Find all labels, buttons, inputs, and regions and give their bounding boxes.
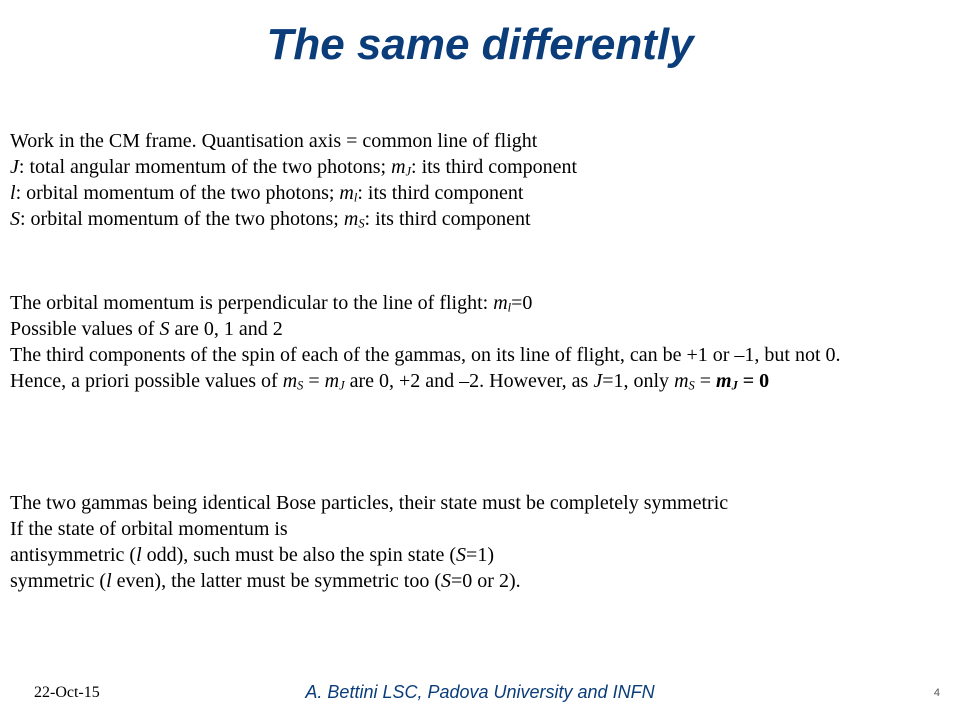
text-line: The two gammas being identical Bose particles, their state must be completely symmetric — [10, 492, 729, 514]
text-line: Possible values of S are 0, 1 and 2 — [10, 318, 283, 340]
text-line: antisymmetric (l odd), such must be also the spin state (S=1) — [10, 544, 494, 566]
text-line: If the state of orbital momentum is — [10, 518, 288, 540]
footer-date: 22-Oct-15 — [34, 684, 100, 701]
text-line: symmetric (l even), the latter must be symmetric too (S=0 or 2). — [10, 570, 521, 592]
text-line: The third components of the spin of each of the gammas, on its line of flight, can be +1 or –1, but not 0. — [10, 344, 841, 366]
slide-title: The same differently — [266, 20, 694, 69]
footer-author: A. Bettini LSC, Padova University and INFN — [305, 682, 655, 702]
symmetry-block — [10, 490, 950, 594]
text-line: l: orbital momentum of the two photons; $m_l$: its third component — [10, 182, 524, 205]
text-line: S: orbital momentum of the two photons; $m_S$: its third component — [10, 208, 531, 231]
definitions-block — [10, 128, 950, 232]
text-line: The orbital momentum is perpendicular to the line of flight: $m_l=0$ — [10, 292, 533, 315]
spin-values-block — [10, 290, 950, 394]
slide-number: 4 — [933, 687, 940, 699]
text-line: J: total angular momentum of the two photons; $m_J$: its third component — [10, 156, 578, 179]
text-line: Work in the CM frame. Quantisation axis = common line of flight — [10, 130, 538, 152]
text-line: Hence, a priori possible values of $m_S = m_J$ are 0, +2 and –2. However, as J=1, only $m_S = m_J = 0$ — [10, 370, 770, 393]
